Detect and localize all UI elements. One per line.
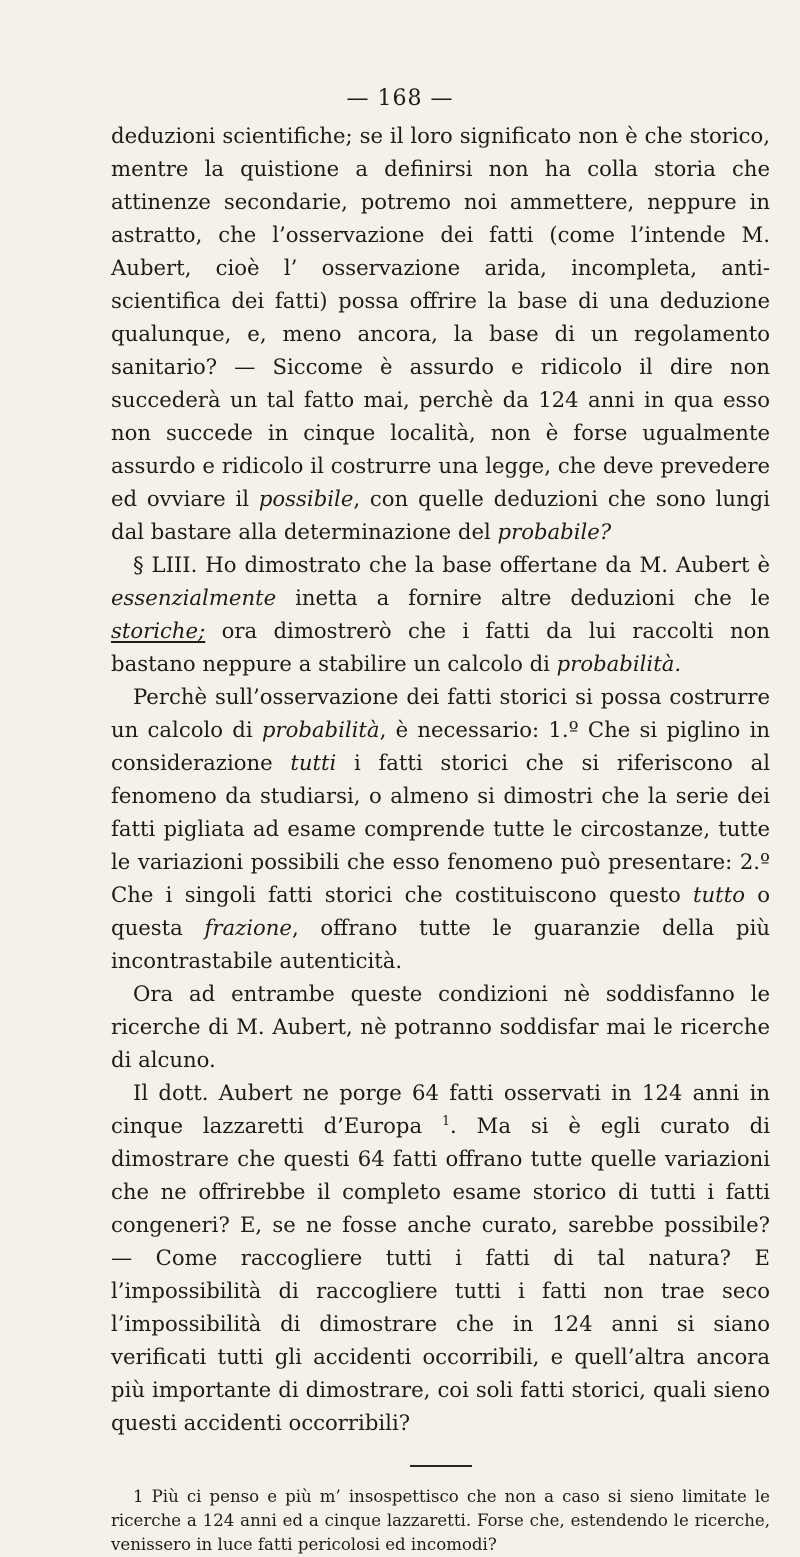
text-run: deduzioni scientifiche; se il loro significato non è che storico, mentre la quistione a definirsi non ha colla storia che attinenze secondarie, potremo noi ammettere, neppure in astratto, che l’osservazione dei fatti (come l’intende M. Aubert, cioè l’ osservazione arida, incompleta, anti-scientifica dei fatti) possa offrire la base di una deduzione qualunque, e, meno ancora, la base di un regolamento sanitario? — Siccome è assurdo e ridicolo il dire non succederà un tal fatto mai, perchè da 124 anni in qua esso non succede in cinque località, non è forse ugualmente assurdo e ridicolo il costrurre una legge, che deve prevedere ed ovviare il — [111, 123, 770, 511]
italic-run: essenzialmente — [111, 585, 277, 610]
page-number: — 168 — — [346, 86, 454, 111]
text-run: . Ma si è egli curato di dimostrare che questi 64 fatti offrano tutte quelle variazioni che ne offrirebbe il completo esame storico di tutti i fatti congeneri? E, se ne fosse anche curato, sarebbe possibile? — Come raccogliere tutti i fatti di tal natura? E l’impossibilità di raccogliere tutti i fatti non trae seco l’impossibilità di dimostrare che in 124 anni si siano verificati tutti gli accidenti occorribili, e quell’altra ancora più importante di dimostrare, coi soli fatti storici, quali sieno questi accidenti occorribili? — [111, 1113, 770, 1435]
text-run: , è necessario: 1.º Che si piglino in considerazione — [111, 717, 770, 775]
italic-run: probabilità. — [556, 651, 682, 676]
text-run: i fatti storici che si riferiscono al fenomeno da studiarsi, o almeno si dimostri che la serie dei fatti pigliata ad esame comprende tutte le circostanze, tutte le variazioni possibili che esso fenomeno può presentare: 2.º Che i singoli fatti storici che costituiscono questo — [111, 750, 770, 907]
text-run: , offrano tutte le guaranzie della più incontrastabile autenticità. — [111, 915, 770, 973]
text-run: Ora ad entrambe queste condizioni nè soddisfanno le ricerche di M. Aubert, nè potranno soddisfar mai le ricerche di alcuno. — [111, 981, 770, 1072]
italic-run: probabilità — [261, 717, 380, 742]
text-run: ora dimostrerò che i fatti da lui raccolti non bastano neppure a stabilire un calcolo di — [111, 618, 770, 676]
paragraph — [111, 1076, 770, 1439]
text-run: o questa — [111, 882, 770, 940]
paragraph — [111, 977, 770, 1076]
text-run: Perchè sull’osservazione dei fatti storici si possa costrurre un calcolo di — [111, 684, 770, 742]
paragraph — [111, 680, 770, 977]
paragraph — [111, 548, 770, 680]
italic-run: tutti — [290, 750, 337, 775]
text-run: Il dott. Aubert ne porge 64 fatti osservati in 124 anni in cinque lazzaretti d’Europa — [111, 1080, 770, 1138]
italic-run: tutto — [693, 882, 745, 907]
paragraph — [111, 119, 770, 548]
text-run: § LIII. Ho dimostrato che la base offertane da M. Aubert è — [133, 552, 770, 577]
footnote-separator — [410, 1465, 472, 1467]
text-run: , con quelle deduzioni che sono lungi dal bastare alla determinazione del — [111, 486, 770, 544]
footnote: 1 Più ci penso e più m’ insospettisco che non a caso si sieno limitate le ricerche a 124 anni ed a cinque lazzaretti. Forse che, estendendo le ricerche, venissero in luce fatti pericolosi ed incomodi? — [111, 1487, 770, 1554]
italic-run: frazione — [204, 915, 292, 940]
body-text — [111, 119, 770, 1439]
italic-run: possibile — [258, 486, 354, 511]
footnote-marker: 1 — [441, 1112, 451, 1128]
text-run: inetta a fornire altre deduzioni che le — [276, 585, 770, 610]
italic-underlined-run: storiche; — [111, 618, 206, 643]
italic-run: probabile? — [497, 519, 612, 544]
